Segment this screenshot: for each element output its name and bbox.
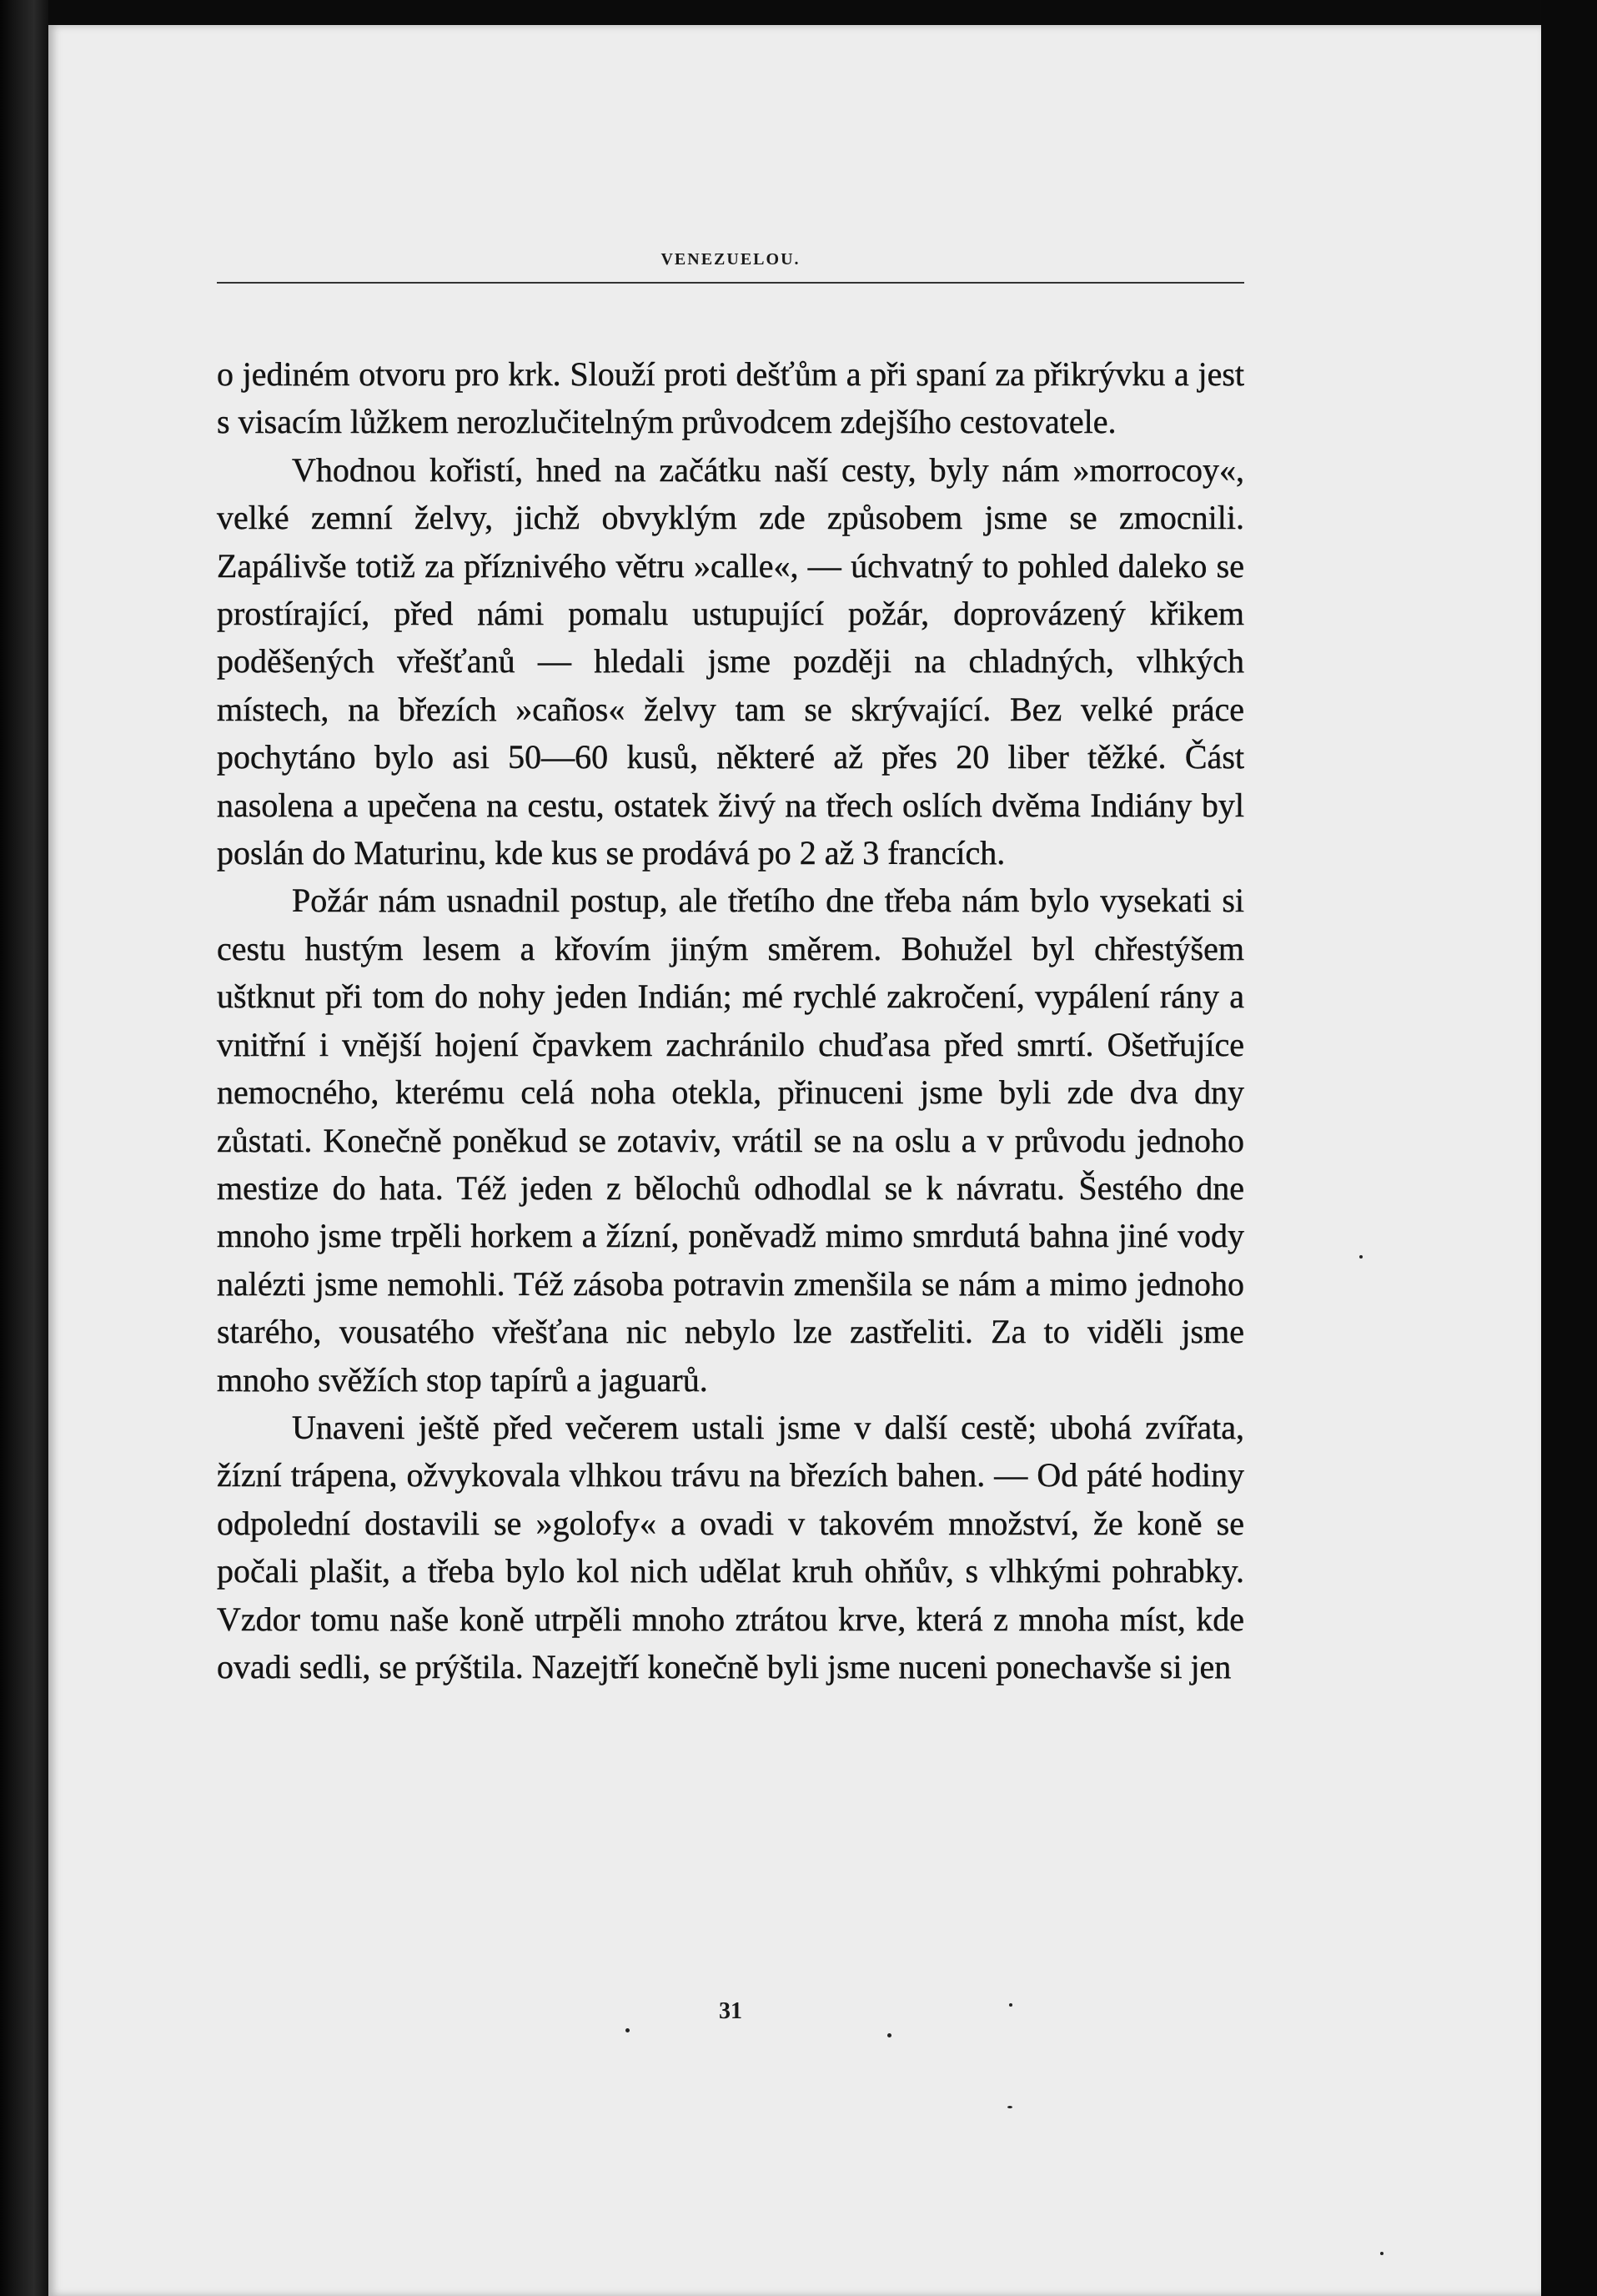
paragraph-2: Vhodnou kořistí, hned na začátku naší cesty, byly nám »morrocoy«, velké zemní želvy, jichž obvyklým zde způsobem jsme se zmocnili. Zapálivše totiž za příznivého větru »calle«, — úchvatný to pohled daleko se prostírající, před námi pomalu ustupující požár, doprovázený křikem poděšených vřešťanů — hledali jsme později na chladných, vlhkých místech, na březích »caños« želvy tam se skrývající. Bez velké práce pochytáno bylo asi 50—60 kusů, některé až přes 20 liber těžké. Část nasolena a upečena na cestu, ostatek živý na třech oslích dvěma Indiány byl poslán do Maturinu, kde kus se prodává po 2 až 3 francích. [217,450,1244,872]
paragraph-1: o jediném otvoru pro krk. Slouží proti dešťům a při spaní za přikrývku a jest s visacím lůžkem nerozlučitelným průvodcem zdejšího cestovatele. [217,355,1244,441]
scan-speck [1007,2106,1012,2108]
paragraph-3: Požár nám usnadnil postup, ale třetího dne třeba nám bylo vysekati si cestu hustým lesem a křovím jiným směrem. Bohužel byl chřestýšem uštknut při tom do nohy jeden Indián; mé rychlé zakročení, vypálení rány a vnitřní i vnější hojení čpavkem zachránilo chuďasa před smrtí. Ošetřujíce nemocného, kterému celá noha otekla, přinuceni jsme byli zde dva dny zůstati. Konečně poněkud se zotaviv, vrátil se na oslu a v průvodu jednoho mestize do hata. Též jeden z bělochů odhodlal se k návratu. Šestého dne mnoho jsme trpěli horkem a žízní, poněvadž mimo smrdutá bahna jiné vody nalézti jsme nemohli. Též zásoba potravin zmenšila se nám a mimo jednoho starého, vousatého vřešťana nic nebylo lze zastřeliti. Za to viděli jsme mnoho svěžích stop tapírů a jaguarů. [217,882,1244,1399]
scan-speck [1380,2252,1384,2255]
scan-speck [1359,1255,1363,1259]
page-number: 31 [719,1998,742,2024]
paragraph-4: Unaveni ještě před večerem ustali jsme v další cestě; ubohá zvířata, žízní trápena, ožvykovala vlhkou trávu na březích bahen. — Od páté hodiny odpolední dostavili se »golofy« a ovadi v takovém množství, že koně se počali plašit, a třeba bylo kol nich udělat kruh ohňův, s vlhkými pohrabky. Vzdor tomu naše koně utrpěli mnoho ztrátou krve, která z mnoha míst, kde ovadi sedli, se prýštila. Nazejtří konečně byli jsme nuceni ponechavše si jen [217,1408,1244,1686]
scan-right-border [1541,0,1597,2296]
body-text [217,350,1244,1691]
header-rule [217,282,1244,284]
scan-speck [887,2033,891,2037]
scan-speck [625,2028,630,2032]
running-header: VENEZUELOU. [660,250,801,269]
scan-left-border [0,0,48,2296]
scan-speck [1009,2003,1012,2007]
